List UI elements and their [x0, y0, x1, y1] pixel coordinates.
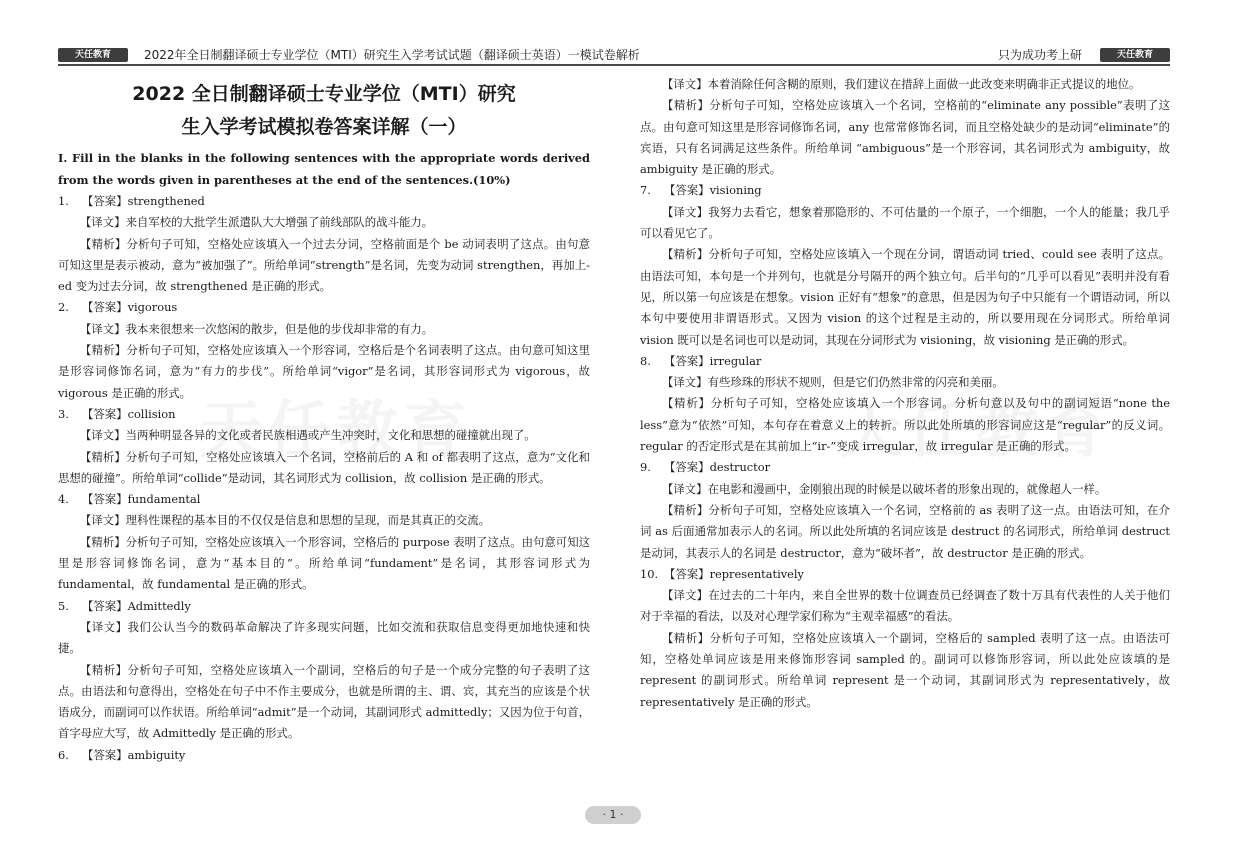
answer-text: 【答案】collision: [82, 406, 176, 421]
answer-line: [58, 297, 590, 318]
answer-line: [58, 404, 590, 425]
right-column: [640, 74, 1170, 713]
translation-text: 【译文】我们公认当今的数码革命解决了许多现实问题，比如交流和获取信息变得更加地快速和快捷。: [58, 619, 590, 656]
item-number: 1.: [58, 194, 69, 208]
analysis-text: 【精析】分析句子可知，空格处应该填入一个名词，空格前的“eliminate any possible”表明了这点。由句意可知这里是形容词修饰名词，any 也常常修饰名词，而且空格处缺少的是动词“eliminate”的宾语，只有名词满足这些条件。所给单词 “ambiguous”是一个形容词，其名词形式为 ambiguity，故 ambiguity 是正确的形式。: [640, 98, 1170, 177]
answer-text: 【答案】representatively: [664, 566, 804, 581]
item-number: 3.: [58, 406, 69, 421]
translation-text: 【译文】有些珍珠的形状不规则，但是它们仍然非常的闪亮和美丽。: [662, 375, 1004, 390]
translation-text: 【译文】我努力去看它，想象着那隐形的、不可估量的一个原子，一个细胞，一个人的能量；我几乎可以看见它了。: [640, 204, 1170, 241]
translation-text: 【译文】本着消除任何含糊的原则，我们建议在措辞上面做一此改变来明确非正式提议的地位。: [662, 77, 1141, 91]
analysis-text: 【精析】分析句子可知，空格处应该填入一个过去分词，空格前面是个 be 动词表明了这点。由句意可知这里是表示被动，意为“被加强了”。所给单词“strength”是名词，先变为动词 strengthen，再加上-ed 变为过去分词，故 strengthened 是正确的形式。: [58, 236, 590, 294]
answer-line: [640, 457, 1170, 478]
answer-line: [58, 596, 590, 617]
item-number: 9.: [640, 460, 651, 475]
item-number: 10.: [640, 566, 659, 581]
analysis-text: 【精析】分析句子可知，空格处应该填入一个副词，空格后的句子是一个成分完整的句子表明了这点。由语法和句意得出，空格处在句子中不作主要成分，也就是所谓的主、谓、宾，其充当的应该是个状语成分，而副词可以作状语。所给单词“admit”是一个动词，其副词形式 admittedly；又因为位于句首，首字母应大写，故 Admittedly 是正确的形式。: [58, 662, 590, 741]
header-slogan: 只为成功考上研: [997, 48, 1082, 62]
answer-text: 【答案】irregular: [664, 353, 762, 368]
page-number: · 1 ·: [585, 806, 641, 824]
analysis-text: 【精析】分析句子可知，空格处应该填入一个名词，空格前的 as 表明了这一点。由语法可知，在介词 as 后面通常加表示人的名词。所以此处所填的名词应该是 destruct 的名词形式，所给单词 destruct 是动词，其表示人的名词是 destructor，意为“破坏者”，故 destructor 是正确的形式。: [640, 502, 1170, 560]
analysis-text: 【精析】分析句子可知，空格处应该填入一个现在分词，谓语动词 tried、could see 表明了这点。由语法可知，本句是一个并列句，也就是分号隔开的两个独立句。后半句的“几乎可以看见”表明并没有看见，所以第一句应该是在想象。vision 正好有“想象”的意思，但是因为句子中只能有一个谓语动词，所以本句中要使用非谓语形式。又因为 vision 的这个过程是主动的，所以要用现在分词形式。所给单词 vision 既可以是名词也可以是动词，其现在分词形式为 visioning，故 visioning 是正确的形式。: [640, 247, 1170, 347]
translation-text: 【译文】在过去的二十年内，来自全世界的数十位调查员已经调查了数十万具有代表性的人关于他们对于幸福的看法，以及对心理学家们称为“主观幸福感”的看法。: [640, 588, 1170, 624]
item-number: 4.: [58, 492, 69, 507]
answer-line: [640, 351, 1170, 372]
analysis-text: 【精析】分析句子可知，空格处应该填入一个形容词，空格后的 purpose 表明了这点。由句意可知这里是形容词修饰名词，意为“基本目的”。所给单词“fundament”是名词，其形容词形式为 fundamental，故 fundamental 是正确的形式。: [58, 534, 590, 592]
answer-text: 【答案】vigorous: [82, 300, 178, 315]
translation-text: 【译文】来自军校的大批学生派遣队大大增强了前线部队的战斗能力。: [80, 215, 434, 230]
brand-logo: 天任教育: [58, 48, 128, 62]
answer-text: 【答案】fundamental: [82, 492, 201, 507]
answer-line: [640, 564, 1170, 585]
answer-line: [640, 180, 1170, 201]
analysis-text: 【精析】分析句子可知，空格处应该填入一个形容词。分析句意以及句中的副词短语“none the less”意为“依然”可知，本句存在着意义上的转折。所以此处所填的形容词应这是“regular”的反义词。regular 的否定形式是在其前加上“ir-”变成 irregular，故 irregular 是正确的形式。: [640, 396, 1170, 454]
answer-line: [58, 489, 590, 510]
analysis-text: 【精析】分析句子可知，空格处应该填入一个形容词，空格后是个名词表明了这点。由句意可知这里是形容词修饰名词，意为“有力的步伐”。所给单词“vigor”是名词，其形容词形式为 vigorous，故 vigorous 是正确的形式。: [58, 343, 590, 400]
answer-line: [58, 745, 590, 766]
translation-text: 【译文】我本来很想来一次悠闲的散步，但是他的步伐却非常的有力。: [80, 321, 434, 336]
answer-text: 【答案】ambiguity: [82, 747, 186, 762]
analysis-text: 【精析】分析句子可知，空格处应该填入一个名词，空格前后的 A 和 of 都表明了这点，意为“文化和思想的碰撞”。所给单词“collide”是动词，其名词形式为 collision，故 collision 是正确的形式。: [58, 449, 590, 485]
answer-line: [58, 191, 590, 212]
page-header: [58, 48, 1170, 66]
analysis-text: 【精析】分析句子可知，空格处应该填入一个副词，空格后的 sampled 表明了这一点。由语法可知，空格处单词应该是用来修饰形容词 sampled 的。副词可以修饰形容词，所以此处应该填的是 represent 的副词形式。所给单词 represent 是一个动词，其副词形式为 representatively，故 representatively 是正确的形式。: [640, 630, 1170, 709]
left-column: [58, 74, 590, 766]
document-title-line2: 生入学考试模拟卷答案详解（一）: [181, 116, 467, 138]
header-title: 2022年全日制翻译硕士专业学位（MTI）研究生入学考试试题（翻译硕士英语）一模试卷解析: [144, 48, 640, 62]
item-number: 5.: [58, 598, 69, 613]
translation-text: 【译文】理科性课程的基本目的不仅仅是信息和思想的呈现，而是其真正的交流。: [80, 513, 491, 528]
item-number: 2.: [58, 300, 69, 315]
translation-text: 【译文】当两种明显各异的文化或者民族相遇或产生冲突时，文化和思想的碰撞就出现了。: [80, 428, 536, 443]
brand-logo-right: 天任教育: [1100, 48, 1170, 62]
translation-text: 【译文】在电影和漫画中，金刚狼出现的时候是以破坏者的形象出现的，就像超人一样。: [662, 481, 1107, 496]
item-number: 8.: [640, 353, 651, 368]
answer-text: 【答案】visioning: [664, 183, 762, 198]
item-number: 7.: [640, 183, 651, 198]
section-heading: I. Fill in the blanks in the following sentences with the appropriate words derived from the words given in parentheses at the end of the sentences.(10%): [58, 151, 590, 187]
answer-text: 【答案】strengthened: [82, 194, 205, 208]
answer-text: 【答案】destructor: [664, 460, 771, 475]
item-number: 6.: [58, 747, 69, 762]
answer-text: 【答案】Admittedly: [82, 598, 191, 613]
document-title-line1: 2022 全日制翻译硕士专业学位（MTI）研究: [132, 83, 516, 105]
